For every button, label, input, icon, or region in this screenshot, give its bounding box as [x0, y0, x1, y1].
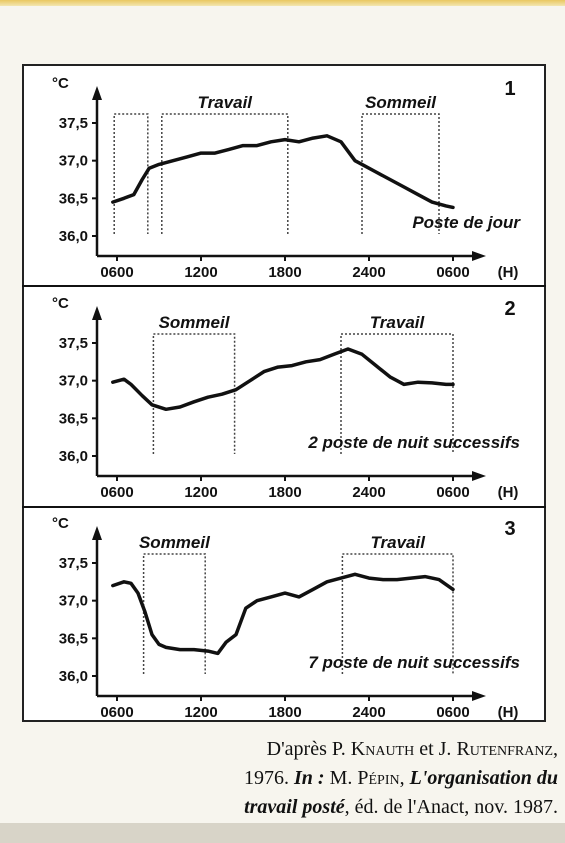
- caption-text: ,: [553, 738, 558, 760]
- caption-text: 1976.: [244, 767, 294, 789]
- x-tick-label: 0600: [100, 704, 134, 721]
- panel-number: 1: [504, 78, 516, 100]
- caption-text: ,: [399, 767, 410, 789]
- x-tick-label: 2400: [352, 484, 386, 501]
- x-axis-arrow: [472, 471, 486, 481]
- bottom-bar: [0, 823, 565, 843]
- y-unit-label: °C: [52, 295, 69, 312]
- y-axis-arrow: [92, 86, 102, 100]
- x-tick-label: 1200: [184, 264, 218, 281]
- caption-text: et J.: [414, 738, 457, 760]
- y-tick-label: 37,0: [58, 592, 88, 610]
- x-tick-label: 1200: [184, 704, 218, 721]
- panel-number: 2: [504, 298, 516, 320]
- x-tick-label: 1200: [184, 484, 218, 501]
- x-tick-label: 0600: [436, 704, 470, 721]
- x-tick-label: 0600: [100, 264, 134, 281]
- x-axis-arrow: [472, 251, 486, 261]
- temperature-curve: [113, 349, 453, 409]
- y-unit-label: °C: [52, 75, 69, 92]
- caption-author-1: Knauth: [350, 738, 415, 760]
- caption-book-title-cont: travail posté: [244, 796, 345, 818]
- y-tick-label: 36,0: [58, 668, 88, 685]
- panel-subtitle: 7 poste de nuit successifs: [308, 653, 520, 672]
- x-tick-label: 2400: [352, 704, 386, 721]
- caption-book-title: L'organisation du: [409, 767, 558, 789]
- y-axis-arrow: [92, 526, 102, 540]
- y-unit-label: °C: [52, 515, 69, 532]
- caption-text: D'après P.: [266, 738, 351, 760]
- y-tick-label: 37,0: [58, 152, 88, 170]
- y-tick-label: 37,5: [58, 115, 88, 132]
- x-tick-label: 2400: [352, 264, 386, 281]
- period-band: [114, 114, 148, 234]
- x-unit-label: (H): [497, 704, 519, 721]
- period-band: [162, 114, 288, 234]
- caption-line-3: [22, 793, 558, 822]
- band-label: Sommeil: [158, 313, 230, 332]
- caption-line-1: [22, 735, 558, 764]
- y-tick-label: 36,0: [58, 228, 88, 245]
- period-band: [144, 554, 206, 674]
- caption-author-3: Pépin: [357, 767, 400, 789]
- caption-text: M.: [324, 767, 358, 789]
- y-tick-label: 36,0: [58, 448, 88, 465]
- caption-in: In :: [294, 767, 325, 789]
- band-label: Travail: [197, 93, 253, 112]
- x-axis-arrow: [472, 691, 486, 701]
- y-tick-label: 37,5: [58, 335, 88, 352]
- y-tick-label: 36,5: [58, 190, 88, 208]
- band-label: Sommeil: [365, 93, 436, 112]
- y-tick-label: 37,5: [58, 555, 88, 572]
- caption-line-2: [22, 764, 558, 793]
- temperature-curve: [113, 574, 453, 653]
- panel-subtitle: Poste de jour: [412, 213, 520, 232]
- panel-subtitle: 2 poste de nuit successifs: [308, 433, 520, 452]
- x-unit-label: (H): [497, 484, 519, 501]
- band-label: Travail: [370, 533, 425, 552]
- temperature-curve: [113, 136, 453, 208]
- band-label: Travail: [369, 313, 425, 332]
- x-tick-label: 0600: [436, 484, 470, 501]
- x-tick-label: 1800: [268, 264, 302, 281]
- y-tick-label: 36,5: [58, 630, 88, 648]
- y-axis-arrow: [92, 306, 102, 320]
- x-tick-label: 0600: [436, 264, 470, 281]
- y-tick-label: 36,5: [58, 410, 88, 428]
- x-tick-label: 1800: [268, 704, 302, 721]
- y-tick-label: 37,0: [58, 372, 88, 390]
- panel-number: 3: [504, 518, 516, 540]
- caption-author-2: Rutenfranz: [456, 738, 553, 760]
- figure-caption: [22, 735, 558, 822]
- x-unit-label: (H): [497, 264, 519, 281]
- caption-text: , éd. de l'Anact, nov. 1987.: [344, 796, 558, 818]
- x-tick-label: 1800: [268, 484, 302, 501]
- x-tick-label: 0600: [100, 484, 134, 501]
- band-label: Sommeil: [138, 533, 210, 552]
